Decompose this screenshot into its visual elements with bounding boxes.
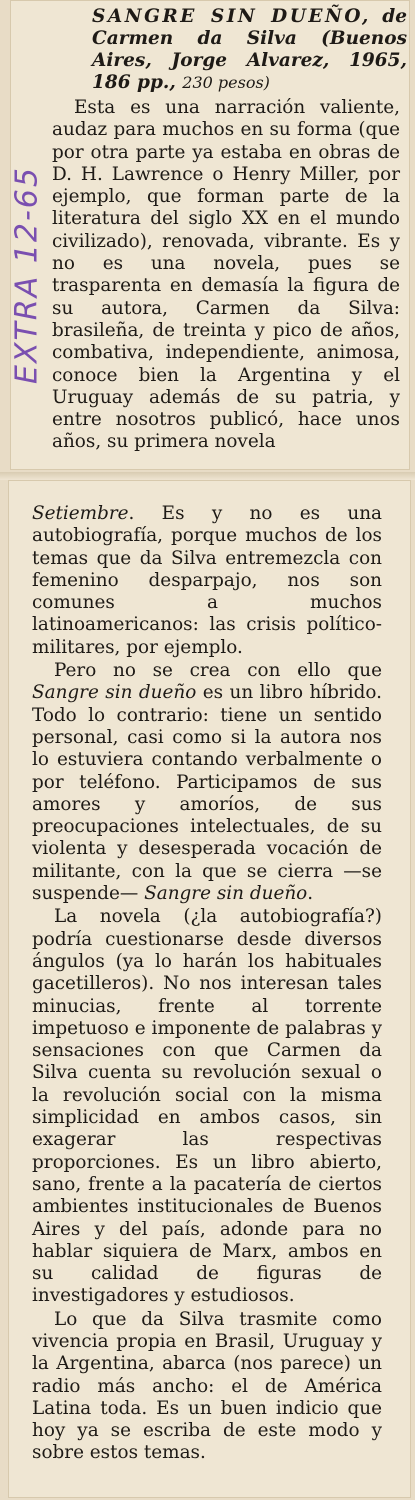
paste-seam [0,472,415,480]
handwritten-date-note: EXTRA 12-65 [9,166,45,384]
handwritten-annotation [4,150,50,400]
book-price: 230 pesos) [182,73,270,92]
book-title: SANGRE SIN DUEÑO, [92,6,371,27]
review-paragraph-3 [32,660,382,905]
paragraph-3-end: . [307,883,314,905]
review-column-top [52,97,400,454]
novel-title-setiembre: Setiembre [32,503,129,524]
paragraph-2-text: . Es y no es una autobiografía, porque muchos de los temas que da Silva entremezcla con femenino desparpajo, nos son comunes a muchos latinoamericanos: las crisis político-militares, por ejemplo. [32,503,382,658]
book-citation-details: de Carmen da Silva (Buenos Aires, Jorge Alvarez, 1965, 186 pp., [92,6,407,93]
book-title-italic-end: Sangre sin dueño [144,883,308,905]
review-paragraph-2 [32,503,382,659]
review-paragraph-4: La novela (¿la autobiografía?) podría cuestionarse desde diversos ángulos (ya lo harán los habituales gacetilleros). No nos interesan tales minucias, frente al torrente impetuoso e imponente de palabras y sensaciones con que Carmen da Silva cuenta su revolución sexual o la revolución social con la misma simplicidad en ambos casos, sin exagerar las respectivas proporciones. Es un libro abierto, sano, frente a la pacatería de ciertos ambientes institucionales de Buenos Aires y del país, adonde para no hablar siquiera de Marx, ambos en su calidad de figuras de investigadores y estudiosos. [32,906,382,1307]
review-paragraph-1: Esta es una narración valiente, audaz para muchos en su forma (que por otra parte ya estaba en obras de D. H. Lawrence o Henry Miller, por ejemplo, que forman parte de la literatura del siglo XX en el mundo civilizado), renovada, vibrante. Es y no es una novela, pues se trasparenta en demasía la figura de su autora, Carmen da Silva: brasileña, de treinta y pico de años, combativa, independiente, animosa, conoce bien la Argentina y el Uruguay además de su patria, y entre nosotros publicó, hace unos años, su primera novela [52,97,400,453]
paragraph-3-text-b: es un libro híbrido. Todo lo contrario: tiene un sentido personal, casi como si la autora nos lo estuviera contando verbalmente o por teléfono. Participamos de sus amores y amoríos, de sus preocupaciones intelectuales, de su violenta y desesperada vocación de militante, con la que se cierra —se suspende— [32,682,382,905]
review-column-bottom [32,503,382,1466]
paragraph-3-text-a: Pero no se crea con ello que [54,660,382,682]
book-title-italic: Sangre sin dueño [32,682,197,704]
book-citation-header [92,6,407,94]
review-paragraph-5: Lo que da Silva trasmite como vivencia propia en Brasil, Uruguay y la Argentina, abarca (nos parece) un radio más ancho: el de América Latina toda. Es un buen indicio que hoy ya se escriba de este modo y sobre estos temas. [32,1308,382,1464]
